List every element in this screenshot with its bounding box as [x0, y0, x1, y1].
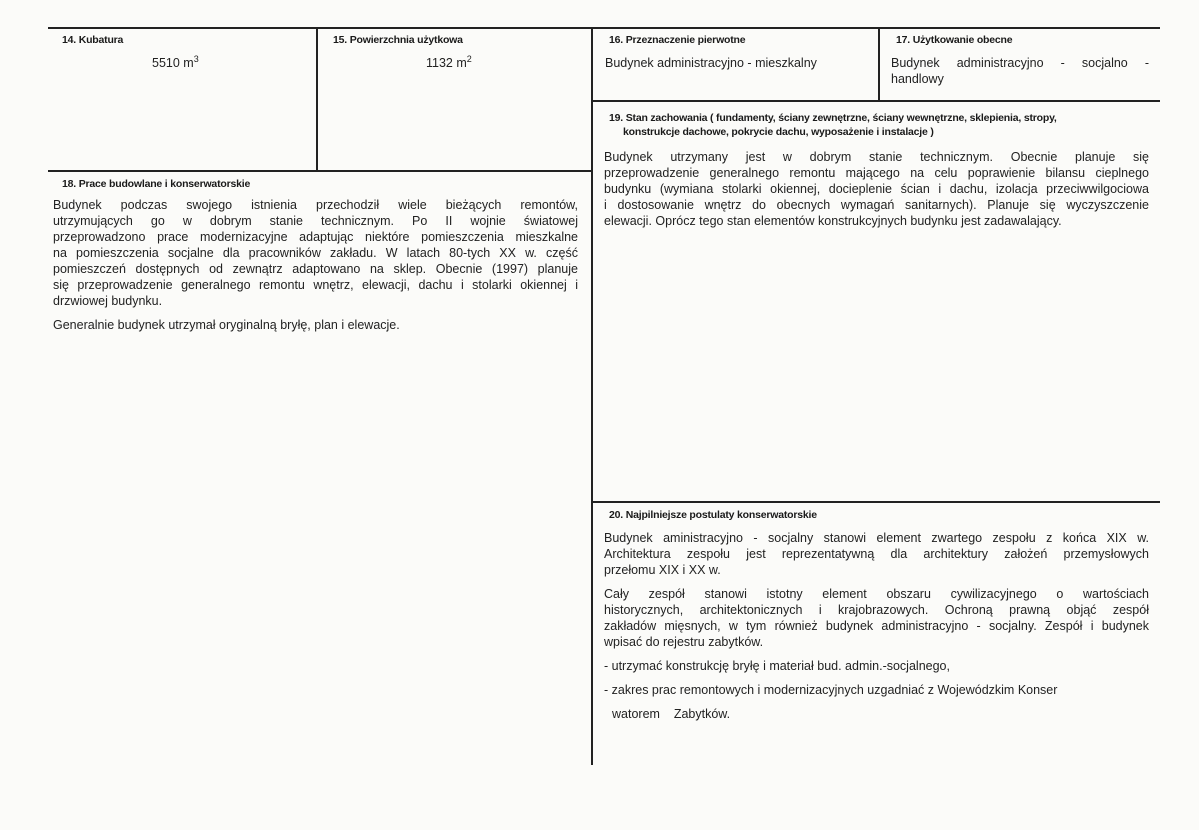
center-divider [591, 27, 593, 765]
divider-16-17 [878, 27, 880, 101]
postulaty-p2-line: historycznych, architektonicznych i krajobrazowych. Ochroną prawną objąć zespół [604, 603, 1149, 617]
postulaty-p1-line: przełomu XIX i XX w. [604, 563, 721, 577]
uzytkowanie-value-line2: handlowy [891, 72, 944, 86]
stan-line: Budynek utrzymany jest w dobrym stanie technicznym. Obecnie planuje się [604, 150, 1149, 164]
postulaty-bullet-2-cont: watorem Zabytków. [612, 707, 731, 721]
prace-line: utrzymujących go w dobrym stanie technicznym. Po II wojnie światowej [53, 214, 578, 228]
stan-line: elewacji. Oprócz tego stan elementów konstrukcyjnych budynku jest zadawalający. [604, 214, 1062, 228]
powierzchnia-number: 1132 m [426, 56, 467, 71]
przeznaczenie-label: 16. Przeznaczenie pierwotne [609, 34, 746, 46]
stan-line: budynku (wymiana stolarki okiennej, docieplenie ścian i dachu, izolacja przeciwwilgociowa [604, 182, 1149, 196]
przeznaczenie-value: Budynek administracyjno - mieszkalny [605, 56, 817, 70]
prace-body [53, 197, 578, 333]
prace-label: 18. Prace budowlane i konserwatorskie [62, 178, 251, 190]
postulaty-p2-line: zakładów mięsnych, w tym również budynek administracyjno - socjalny. Zespół i budynek [604, 619, 1149, 633]
left-row-divider [48, 170, 593, 172]
postulaty-p1-line: Budynek aministracyjno - socjalny stanowi element zwartego zespołu z końca XIX w. [604, 531, 1149, 545]
right-row-divider-19 [591, 100, 1160, 102]
prace-line: pomieszczeń dostępnych od zewnątrz adaptowano na sklep. Obecnie (1997) planuje [53, 262, 578, 276]
postulaty-p2-line: wpisać do rejestru zabytków. [604, 635, 764, 649]
kubatura-label: 14. Kubatura [62, 34, 124, 46]
postulaty-bullet-2: - zakres prac remontowych i modernizacyjnych uzgadniać z Wojewódzkim Konser [604, 683, 1058, 697]
postulaty-label: 20. Najpilniejsze postulaty konserwatorskie [609, 509, 817, 521]
postulaty-p2-line: Cały zespół stanowi istotny element obszaru cywilizacyjnego o wartościach [604, 587, 1149, 601]
stan-label-line1: 19. Stan zachowania ( fundamenty, ściany zewnętrzne, ściany wewnętrzne, sklepienia, stropy, [609, 112, 1057, 124]
postulaty-body [604, 530, 1149, 722]
prace-line: na pomieszczenia socjalne dla pracowników zakładu. W latach 80-tych XX w. część [53, 246, 578, 260]
postulaty-p1-line: Architektura zespołu jest reprezentatywną dla architektury założeń przemysłowych [604, 547, 1149, 561]
prace-line: drzwiowej budynku. [53, 294, 163, 308]
right-row-divider-20 [591, 501, 1160, 503]
stan-label-line2: konstrukcje dachowe, pokrycie dachu, wyposażenie i instalacje ) [623, 126, 934, 138]
stan-body [604, 149, 1149, 229]
stan-line: przeprowadzenie generalnego remontu mającego na celu poprawienie bilansu cieplnego [604, 166, 1149, 180]
powierzchnia-unit-sup: 2 [466, 54, 472, 64]
prace-line: się przeprowadzenie generalnego remontu wnętrz, elewacji, dachu i stolarki okiennej i [53, 278, 578, 292]
powierzchnia-label: 15. Powierzchnia użytkowa [333, 34, 463, 46]
prace-line: Budynek podczas swojego istnienia przechodził wiele bieżących remontów, [53, 198, 578, 212]
kubatura-number: 5510 m [152, 56, 194, 71]
top-border [48, 27, 1160, 29]
uzytkowanie-value-line1: Budynek administracyjno - socjalno - [891, 56, 1149, 70]
powierzchnia-value [426, 51, 472, 71]
kubatura-unit-sup: 3 [193, 54, 199, 64]
divider-14-15 [316, 27, 318, 171]
prace-paragraph-2: Generalnie budynek utrzymał oryginalną bryłę, plan i elewacje. [53, 318, 400, 332]
kubatura-value [152, 51, 199, 71]
stan-line: i dostosowanie wnętrz do obecnych wymagań sanitarnych). Planuje się wyczyszczenie [604, 198, 1149, 212]
postulaty-bullet-1: - utrzymać konstrukcję bryłę i materiał bud. admin.-socjalnego, [604, 659, 950, 673]
uzytkowanie-label: 17. Użytkowanie obecne [896, 34, 1013, 46]
prace-line: przeprowadzono prace modernizacyjne adaptując niektóre pomieszczenia mieszkalne [53, 230, 578, 244]
